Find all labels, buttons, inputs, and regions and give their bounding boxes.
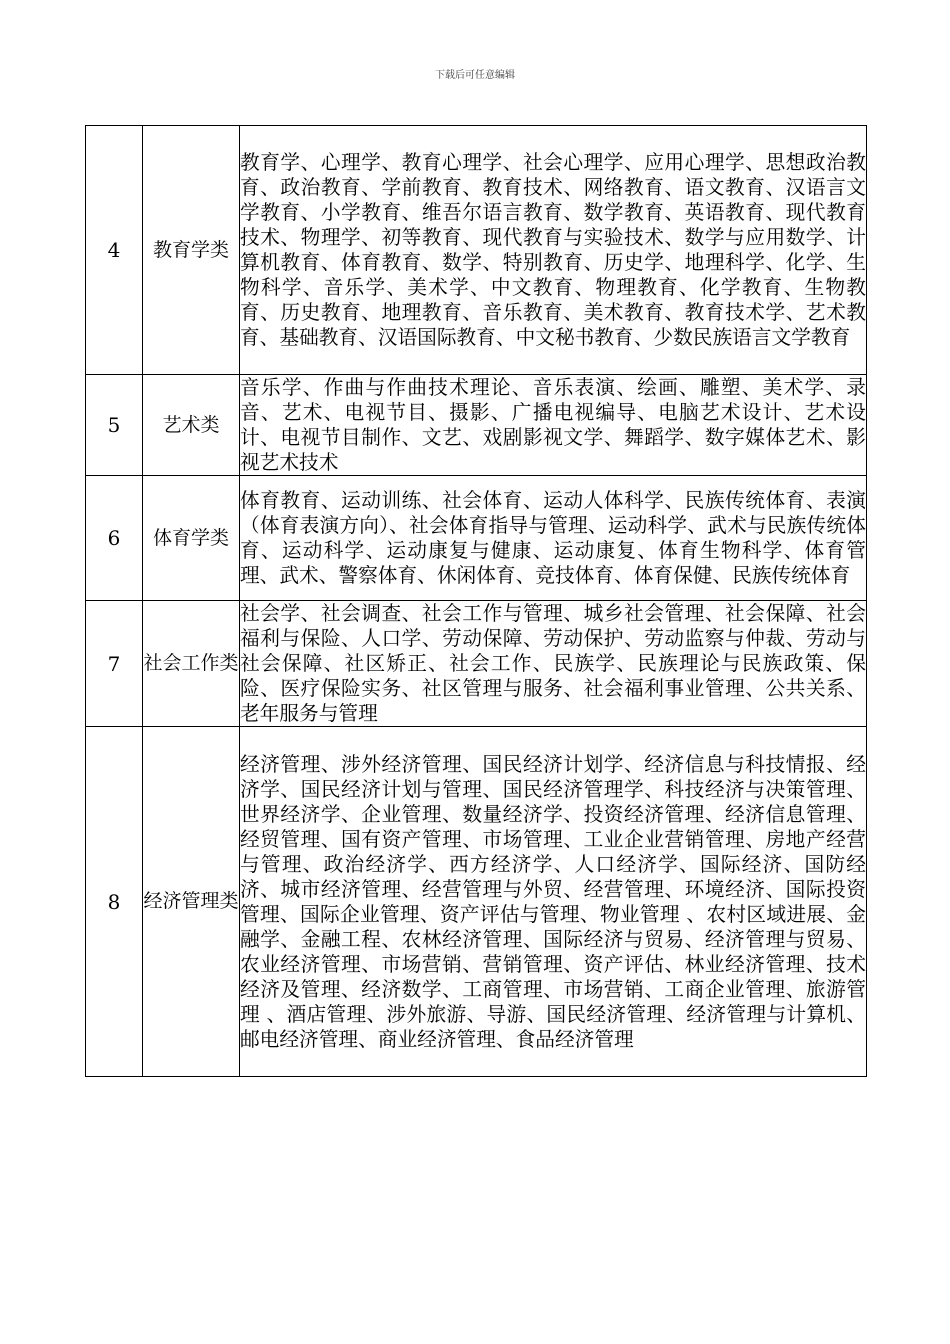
table-row [86, 601, 867, 727]
row-number: 6 [86, 476, 143, 601]
category-cell: 艺术类 [143, 375, 240, 476]
category-cell: 社会工作类 [143, 601, 240, 727]
row-number: 8 [86, 727, 143, 1077]
category-cell: 经济管理类 [143, 727, 240, 1077]
table-row [86, 375, 867, 476]
majors-cell: 音乐学、作曲与作曲技术理论、音乐表演、绘画、雕塑、美术学、录音、艺术、电视节目、摄影、广播电视编导、电脑艺术设计、艺术设计、电视节目制作、文艺、戏剧影视文学、舞蹈学、数字媒体艺术、影视艺术技术 [240, 376, 866, 474]
majors-table [85, 125, 867, 1077]
majors-cell: 体育教育、运动训练、社会体育、运动人体科学、民族传统体育、表演（体育表演方向）、社会体育指导与管理、运动科学、武术与民族传统体育、运动科学、运动康复与健康、运动康复、体育生物科学、体育管理、武术、警察体育、休闲体育、竞技体育、体育保健、民族传统体育 [240, 476, 867, 601]
category-cell: 体育学类 [143, 476, 240, 601]
table-row [86, 727, 867, 1077]
category-cell: 教育学类 [143, 126, 240, 375]
majors-cell: 教育学、心理学、教育心理学、社会心理学、应用心理学、思想政治教育、政治教育、学前教育、教育技术、网络教育、语文教育、汉语言文学教育、小学教育、维吾尔语言教育、数学教育、英语教育、现代教育技术、物理学、初等教育、现代教育与实验技术、数学与应用数学、计算机教育、体育教育、数学、特别教育、历史学、地理科学、化学、生物科学、音乐学、美术学、中文教育、物理教育、化学教育、生物教育、历史教育、地理教育、音乐教育、美术教育、教育技术学、艺术教育、基础教育、汉语国际教育、中文秘书教育、少数民族语言文学教育 [240, 126, 867, 375]
row-number: 5 [86, 375, 143, 476]
majors-cell: 经济管理、涉外经济管理、国民经济计划学、经济信息与科技情报、经济学、国民经济计划与管理、国民经济管理学、科技经济与决策管理、世界经济学、企业管理、数量经济学、投资经济管理、经济信息管理、经贸管理、国有资产管理、市场管理、工业企业营销管理、房地产经营与管理、政治经济学、西方经济学、人口经济学、国际经济、国防经济、城市经济管理、经营管理与外贸、经营管理、环境经济、国际投资管理、国际企业管理、资产评估与管理、物业管理 、农村区域进展、金融学、金融工程、农林经济管理、国际经济与贸易、经济管理与贸易、农业经济管理、市场营销、营销管理、资产评估、林业经济管理、技术经济及管理、经济数学、工商管理、市场营销、工商企业管理、旅游管理 、酒店管理、涉外旅游、导游、国民经济管理、经济管理与计算机、邮电经济管理、商业经济管理、食品经济管理 [240, 727, 867, 1077]
majors-cell: 社会学、社会调查、社会工作与管理、城乡社会管理、社会保障、社会福利与保险、人口学、劳动保障、劳动保护、劳动监察与仲裁、劳动与社会保障、社区矫正、社会工作、民族学、民族理论与民族政策、保险、医疗保险实务、社区管理与服务、社会福利事业管理、公共关系、老年服务与管理 [240, 602, 866, 725]
row-number: 7 [86, 601, 143, 727]
page-header: 下载后可任意编辑 [435, 70, 515, 81]
table-row [86, 476, 867, 601]
row-number: 4 [86, 126, 143, 375]
table-row [86, 126, 867, 375]
